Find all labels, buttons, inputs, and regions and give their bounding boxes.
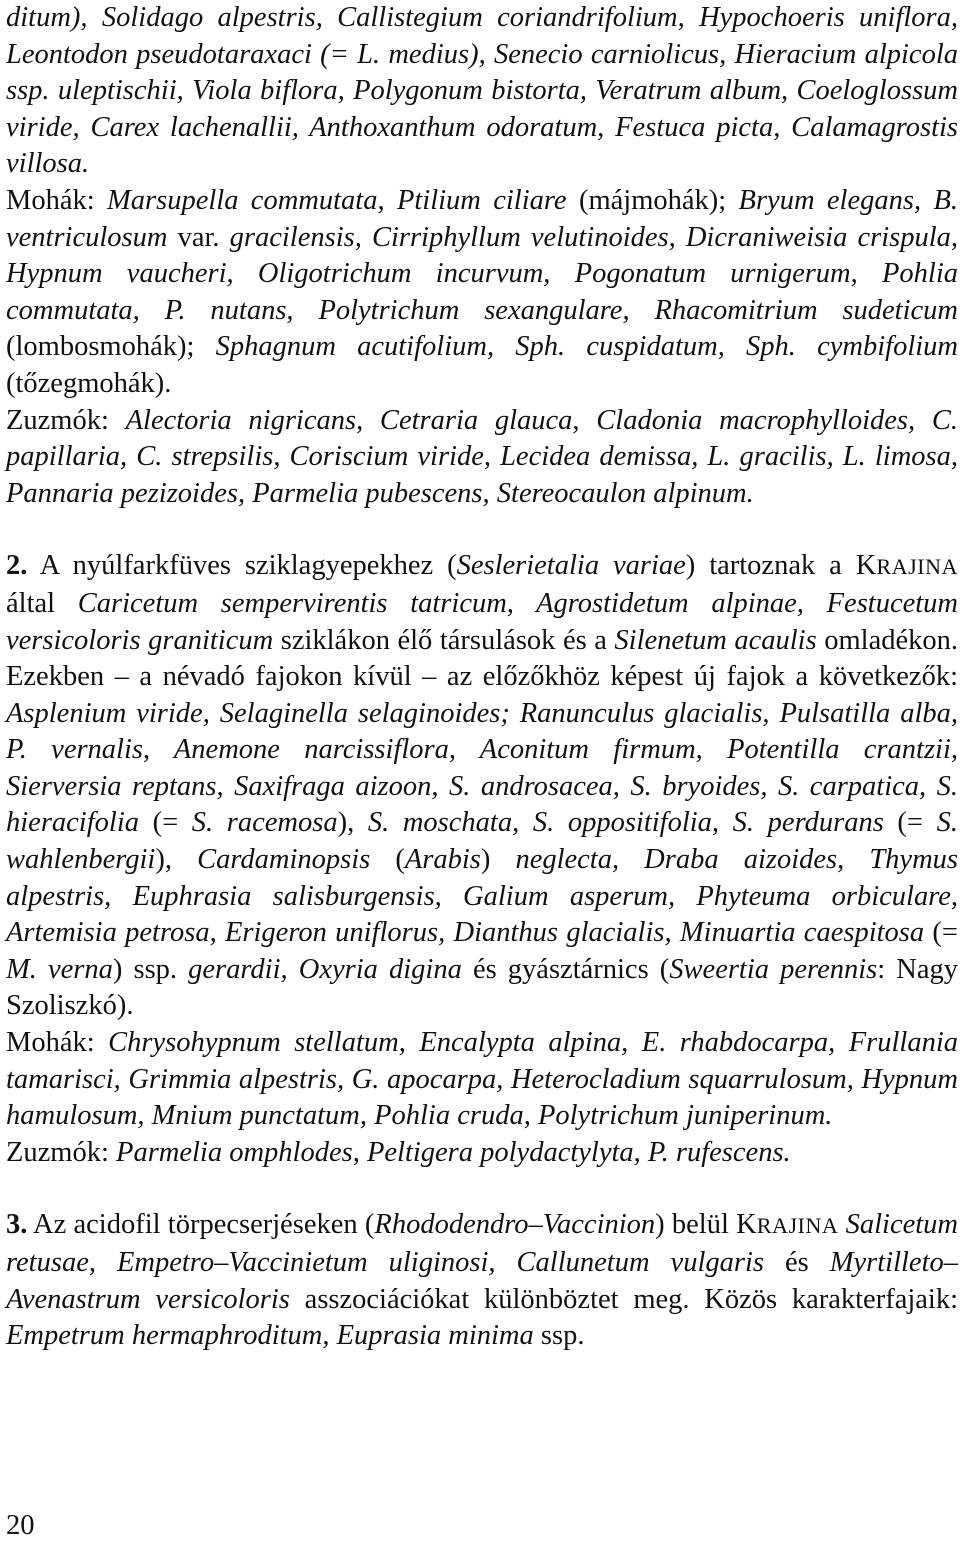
text-run: gracilensis, Cirriphyllum velutinoides, Dicraniweisia crispula, Hypnum vaucheri, Oligotrichum incurvum, Pogonatum urnigerum, Pohlia commutata, P. nutans, Polytrichum sexangulare, Rhacomitrium sudeticum <box>6 221 958 326</box>
p-mohak-2 <box>6 1025 958 1135</box>
text-run: 3. <box>6 1209 28 1241</box>
text-run: ( <box>370 844 405 876</box>
text-run: Cardaminopsis <box>197 844 371 876</box>
text-run: Sweertia perennis <box>669 953 878 985</box>
text-run: sziklákon élő társulások és a <box>273 624 615 656</box>
text-run: ), <box>337 807 368 839</box>
text-run: Mohák: <box>6 184 108 216</box>
text-run: Chrysohypnum stellatum, Encalypta alpina, E. rhabdocarpa, Frullania tamarisci, Grimmia alpestris, G. apocarpa, Heterocladium squarrulosum, Hypnum hamulosum, Mnium punctatum, Pohlia cruda, Polytrichum juniperinum. <box>6 1027 958 1132</box>
text-run: Silenetum acaulis <box>614 624 817 656</box>
p-plants-cont <box>6 0 958 183</box>
text-run: (= <box>883 807 937 839</box>
text-run: Arabis <box>404 844 481 876</box>
text-run: ) ssp. <box>112 953 189 985</box>
text-run: asszociációkat különböztet meg. Közös karakterfajaik: <box>289 1283 958 1315</box>
paragraph-gap <box>6 1171 958 1207</box>
paragraph-gap <box>6 512 958 548</box>
text-run <box>838 1209 845 1240</box>
p-mohak-1 <box>6 183 958 403</box>
text-run: ), <box>155 844 198 876</box>
text-run: (májmohák); <box>566 184 739 216</box>
text-run: ssp. <box>533 1320 585 1352</box>
text-run: RAJINA <box>876 554 958 580</box>
text-run: Rhododendro–Vaccinion <box>374 1209 656 1241</box>
text-run: Myrtilleto–Avenastrum versicoloris <box>6 1247 958 1315</box>
p-zuzmok-2 <box>6 1135 958 1172</box>
text-run: Parmelia omphlodes, Peltigera polydactylyta, P. rufescens. <box>116 1136 791 1168</box>
text-run: ditum), Solidago alpestris, Callistegium coriandrifolium, Hypochoeris uniflora, Leontodon pseudotaraxaci (= L. medius), Senecio carniolicus, Hieracium alpicola ssp. uleptischii, Viola biflora, Polygonum bistorta, Veratrum album, Coeloglossum viride, Carex lachenallii, Anthoxanthum odoratum, Festuca picta, Calamagrostis villosa. <box>6 2 958 180</box>
text-run: omladékon. Ezekben – a névadó fajokon kívül – az előzőkhöz képest új fajok a következők: <box>6 624 958 693</box>
text-run: M. verna <box>6 953 113 985</box>
text-run: Asplenium viride, Selaginella selaginoides; Ranunculus glacialis, Pulsatilla alba, P. vernalis, Anemone narcissiflora, Aconitum firmum, Potentilla crantzii, Sierversia reptans, Saxifraga aizoon, S. androsacea, S. bryoides, S. carpatica, S. hieracifolia <box>6 697 958 839</box>
text-run: RAJINA <box>756 1213 839 1239</box>
page-number: 20 <box>6 1510 35 1541</box>
text-run: 2. <box>6 550 28 582</box>
text-run: K <box>855 550 877 582</box>
text-run: Mohák: <box>6 1027 109 1059</box>
text-run: var. <box>167 221 230 253</box>
text-run: S. moschata, S. oppositifolia, S. perdurans <box>367 807 884 839</box>
text-run: gerardii, Oxyria digina <box>188 953 462 985</box>
text-run: Bryum elegans, B. ventriculosum <box>6 184 958 253</box>
text-run: ) tartoznak a <box>685 550 856 582</box>
text-run: (= <box>138 807 192 839</box>
p-section-3 <box>6 1207 958 1354</box>
text-run: Empetrum hermaphroditum, Euprasia minima <box>6 1320 534 1352</box>
text-run: K <box>736 1209 757 1241</box>
text-run: neglecta, Draba aizoides, Thymus alpestris, Euphrasia salisburgensis, Galium asperum, Phyteuma orbiculare, Artemisia petrosa, Erigeron uniflorus, Dianthus glacialis, Minuartia caespitosa <box>6 844 959 949</box>
text-run: ) <box>480 844 516 876</box>
text-run: ) belül <box>655 1209 737 1241</box>
p-section-2 <box>6 548 958 1025</box>
text-run: Caricetum sempervirentis tatricum, Agrostidetum alpinae, Festucetum versicoloris graniticum <box>6 587 958 656</box>
text-run: és gyásztárnics ( <box>461 953 670 985</box>
page-body <box>6 0 958 1355</box>
text-run: Alectoria nigricans, Cetraria glauca, Cladonia macrophylloides, C. papillaria, C. strepsilis, Coriscium viride, Lecidea demissa, L. gracilis, L. limosa, Pannaria pezizoides, Parmelia pubescens, Stereocaulon alpinum. <box>6 404 958 509</box>
text-run: Salicetum retusae, Empetro–Vaccinietum uliginosi, Callunetum vulgaris <box>6 1209 959 1278</box>
text-run: (lombosmohák); <box>6 331 216 363</box>
text-run: (tőzegmohák). <box>6 367 172 399</box>
text-run: által <box>6 587 78 619</box>
p-zuzmok-1 <box>6 403 958 513</box>
text-run: Zuzmók: <box>6 1136 117 1168</box>
text-run: (= <box>924 917 958 949</box>
text-run: Marsupella commutata, Ptilium ciliare <box>107 184 567 216</box>
text-run: S. wahlenbergii <box>6 807 958 876</box>
text-run: Seslerietalia variae <box>456 550 686 582</box>
text-run: Zuzmók: <box>6 404 126 436</box>
text-run: Az acidofil törpecserjéseken ( <box>27 1209 375 1241</box>
text-run: és <box>763 1247 830 1278</box>
text-run: A nyúlfarkfüves sziklagyepekhez ( <box>27 550 457 582</box>
text-run: : Nagy Szoliszkó). <box>6 953 958 1022</box>
text-run: Sphagnum acutifolium, Sph. cuspidatum, Sph. cymbifolium <box>215 331 958 363</box>
text-run: S. racemosa <box>191 807 338 839</box>
